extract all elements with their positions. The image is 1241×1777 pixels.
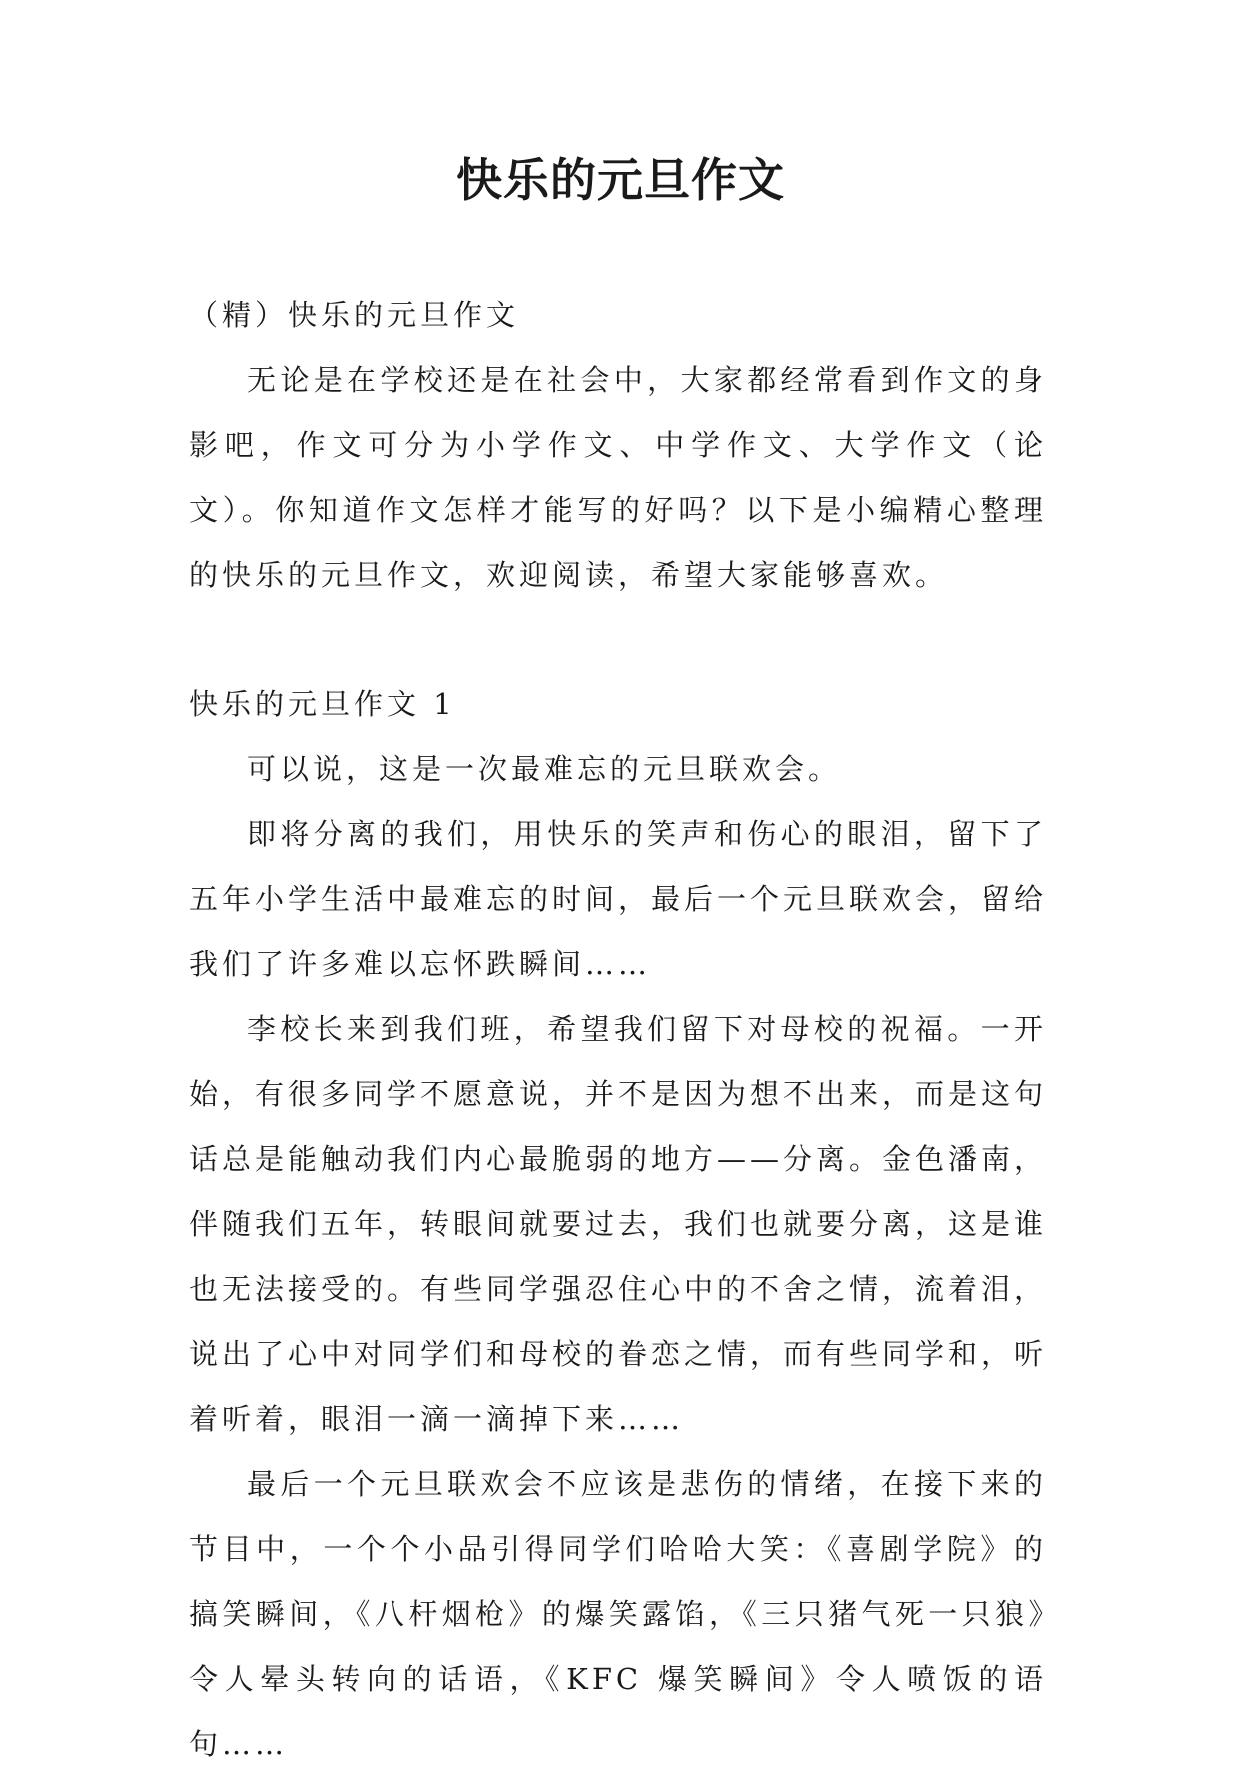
document-title: 快乐的元旦作文: [456, 153, 785, 207]
document-body: [189, 283, 1047, 1777]
body-paragraph: 李校长来到我们班，希望我们留下对母校的祝福。一开始，有很多同学不愿意说，并不是因为想不出来，而是这句话总是能触动我们内心最脆弱的地方——分离。金色潘南，伴随我们五年，转眼间就要过去，我们也就要分离，这是谁也无法接受的。有些同学强忍住心中的不舍之情，流着泪，说出了心中对同学们和母校的眷恋之情，而有些同学和，听着听着，眼泪一滴一滴掉下来……: [189, 1012, 1048, 1436]
body-paragraph: 可以说，这是一次最难忘的元旦联欢会。: [247, 752, 842, 786]
section-title: 快乐的元旦作文 1: [189, 687, 456, 721]
intro-paragraph: 无论是在学校还是在社会中，大家都经常看到作文的身影吧，作文可分为小学作文、中学作文、大学作文（论文）。你知道作文怎样才能写的好吗？以下是小编精心整理的快乐的元旦作文，欢迎阅读，希望大家能够喜欢。: [189, 363, 1047, 592]
body-paragraph: 最后一个元旦联欢会不应该是悲伤的情绪，在接下来的节目中，一个个小品引得同学们哈哈大笑：《喜剧学院》的搞笑瞬间，《八杆烟枪》的爆笑露馅，《三只猪气死一只狼》令人晕头转向的话语，《KFC 爆笑瞬间》令人喷饭的语句……: [189, 1467, 1047, 1761]
body-paragraph: 即将分离的我们，用快乐的笑声和伤心的眼泪，留下了五年小学生活中最难忘的时间，最后一个元旦联欢会，留给我们了许多难以忘怀跌瞬间……: [189, 817, 1048, 981]
document-subtitle: （精）快乐的元旦作文: [189, 298, 520, 332]
